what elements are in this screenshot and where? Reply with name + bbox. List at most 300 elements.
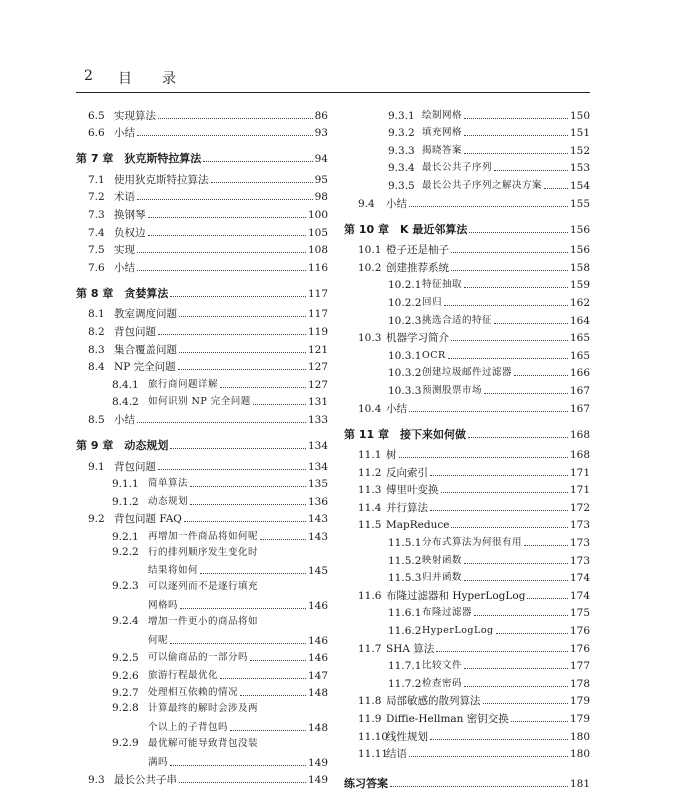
toc-entry-number: 10.2.2 [388,296,422,309]
dot-leader [514,375,568,376]
toc-entry-page: 175 [569,607,590,620]
toc-entry [344,479,590,497]
toc-entry-page: 164 [569,314,590,327]
toc-entry [344,725,590,743]
dot-leader [170,448,306,449]
toc-entry [76,122,328,140]
toc-entry [344,139,590,157]
header-title-char-2: 录 [162,71,176,87]
toc-chapter-title: 第 11 章 接下来如何做 [344,427,466,441]
toc-entry-number: 10.2.3 [388,314,422,327]
dot-leader [158,334,306,335]
dot-leader [451,252,568,253]
toc-entry-page: 165 [569,349,590,362]
toc-entry [76,769,328,787]
toc-entry-page: 95 [314,173,328,186]
dot-leader [483,703,568,704]
dot-leader [178,369,306,370]
toc-entry-title: 特征抽取 [422,279,463,291]
toc-entry [76,373,328,391]
toc-entry-number: 7.3 [88,208,105,221]
dot-leader [137,135,313,136]
toc-entry-page: 180 [569,748,590,761]
dot-leader [511,721,568,722]
dot-leader [170,296,306,297]
toc-entry-wrapped-last-line [76,629,328,647]
toc-entry-wrapped-last-line [76,560,328,578]
toc-entry-page: 108 [307,244,328,257]
toc-entry-title: 检查密码 [422,677,463,689]
toc-entry-title: 简单算法 [148,478,189,490]
toc-entry [76,168,328,186]
toc-entry-wrapped-first-line [76,701,328,716]
dot-leader [158,118,313,119]
toc-entry-number: 9.4 [358,197,375,210]
toc-entry-page: 146 [307,600,328,613]
toc-entry-title: 分布式算法为何很有用 [422,537,523,549]
toc-entry-title: 创建推荐系统 [386,261,449,274]
toc-entry-number: 11.6.1 [388,607,422,620]
toc-entry-number: 9.2.3 [112,580,139,593]
toc-entry-title: 实现算法 [114,109,156,122]
toc-entry-title: 增加一件更小的商品将如 [148,616,259,628]
dot-leader [190,486,306,487]
toc-entry [344,256,590,274]
toc-chapter-entry [76,430,328,452]
toc-entry-page: 150 [569,109,590,122]
toc-entry-title: OCR [422,349,446,361]
toc-entry-wrapped-first-line [76,579,328,594]
toc-entry-page: 176 [569,625,590,638]
toc-entry-page: 100 [307,208,328,221]
toc-entry-page: 168 [569,428,590,441]
toc-entry-number: 10.1 [358,244,382,257]
toc-entry-title-continuation: 结果将如何 [148,565,199,577]
toc-entry-page: 136 [307,495,328,508]
toc-entry-page: 179 [569,695,590,708]
toc-entry-title: SHA 算法 [386,642,435,655]
dot-leader [137,422,306,423]
toc-entry-page: 134 [307,460,328,473]
toc-entry-page: 171 [569,466,590,479]
toc-entry-page: 86 [314,109,328,122]
toc-entry-number: 11.11 [358,748,389,761]
dot-leader [180,608,306,609]
toc-entry-title: 处理相互依赖的情况 [148,687,239,699]
toc-entry-page: 174 [569,589,590,602]
dot-leader [444,305,568,306]
toc-entry-page: 162 [569,296,590,309]
toc-entry [76,408,328,426]
toc-entry-page: 176 [569,642,590,655]
toc-entry-wrapped-first-line [76,614,328,629]
toc-entry [344,637,590,655]
toc-entry-page: 127 [307,361,328,374]
toc-chapter-entry [344,419,590,441]
toc-entry-number: 7.6 [88,261,105,274]
toc-entry-page: 117 [307,308,328,321]
dot-leader [409,756,568,757]
toc-entry [344,514,590,532]
toc-entry-title: 小结 [114,413,135,426]
toc-entry-title: 绘制网格 [422,109,463,121]
toc-entry [76,104,328,122]
dot-leader [451,340,568,341]
toc-entry-title: 最长公共子序列之解决方案 [422,179,543,191]
toc-entry-number: 11.3 [358,484,382,497]
toc-entry-number: 9.1.1 [112,478,139,491]
toc-entry-page: 143 [307,513,328,526]
header-title-char-1: 目 [118,71,132,87]
toc-entry-title: 预测股票市场 [422,384,483,396]
toc-entry [344,327,590,345]
toc-entry [344,672,590,690]
toc-entry-title: 橙子还是柚子 [386,244,449,257]
toc-entry [76,391,328,409]
toc-entry-number: 9.2.7 [112,687,139,700]
toc-entry-title: 术语 [114,191,135,204]
toc-entry-title: 使用狄克斯特拉算法 [114,173,209,186]
toc-entry [344,496,590,514]
page-header [76,68,590,88]
toc-entry-page: 152 [569,144,590,157]
toc-chapter-title: 第 7 章 狄克斯特拉算法 [76,152,202,166]
toc-entry [344,690,590,708]
dot-leader [474,615,568,616]
dot-leader [464,153,568,154]
toc-entry-number: 7.1 [88,173,105,186]
toc-entry-page: 127 [307,378,328,391]
toc-entry-page: 93 [314,127,328,140]
toc-entry-title: 小结 [114,261,135,274]
toc-entry-title: 最长公共子串 [114,774,177,787]
toc-entry-number: 6.6 [88,127,105,140]
dot-leader [179,316,306,317]
dot-leader [524,545,568,546]
toc-entry-title: 挑选合适的特征 [422,314,493,326]
toc-entry-title: 可以逐列而不是逐行填充 [148,581,259,593]
toc-entry-title: 小结 [386,197,407,210]
header-rule [76,92,590,93]
toc-chapter-entry [76,278,328,300]
dot-leader [260,539,306,540]
toc-entry-number: 9.2.6 [112,669,139,682]
dot-leader [430,475,568,476]
toc-entry [344,549,590,567]
toc-entry-page: 156 [569,244,590,257]
dot-leader [430,739,568,740]
toc-entry [344,239,590,257]
toc-entry-page: 156 [569,223,590,236]
dot-leader [203,161,312,162]
toc-entry-title: 机器学习简介 [386,332,449,345]
dot-leader [399,457,568,458]
toc-entry-title: 局部敏感的散列算法 [386,695,481,708]
dot-leader [430,510,568,511]
dot-leader [137,199,313,200]
dot-leader [464,580,568,581]
toc-entry-title: 再增加一件商品将如何呢 [148,530,259,542]
toc-entry [344,444,590,462]
toc-entry-title: 可以偷商品的一部分吗 [148,652,249,664]
toc-entry-number: 9.3.4 [388,162,415,175]
dot-leader [464,287,568,288]
toc-entry [76,338,328,356]
toc-entry [344,157,590,175]
dot-leader [464,563,568,564]
toc-entry-title: 集合覆盖问题 [114,343,177,356]
toc-entry-page: 134 [307,439,328,452]
toc-entry-page: 168 [569,449,590,462]
toc-entry [76,186,328,204]
toc-entry-title: 映射函数 [422,554,463,566]
toc-entry-number: 11.7 [358,642,382,655]
toc-entry-number: 11.8 [358,695,382,708]
toc-entry-number: 9.3.3 [388,144,415,157]
toc-entry [344,743,590,761]
toc-entry-title: 傅里叶变换 [386,484,439,497]
toc-entry-number: 10.2.1 [388,279,422,292]
toc-entry-page: 167 [569,384,590,397]
toc-entry-title: 背包问题 [114,325,156,338]
toc-entry-number: 8.3 [88,343,105,356]
toc-entry-page: 172 [569,501,590,514]
toc-entry-page: 148 [307,687,328,700]
toc-entry-page: 171 [569,484,590,497]
toc-entry-page: 173 [569,537,590,550]
toc-entry-number: 11.1 [358,449,382,462]
toc-entry [76,203,328,221]
toc-entry [344,291,590,309]
toc-right-column [344,104,590,790]
dot-leader [469,232,568,233]
toc-entry-number: 10.3.3 [388,384,422,397]
toc-entry-number: 11.5.1 [388,537,422,550]
toc-entry-title: 练习答案 [344,777,388,791]
dot-leader [390,786,568,787]
toc-entry-title: 背包问题 [114,460,156,473]
toc-entry-page: 146 [307,652,328,665]
toc-entry-title: Diffie-Hellman 密钥交换 [386,713,509,725]
toc-entry-page: 174 [569,572,590,585]
toc-entry-title: NP 完全问题 [114,361,176,374]
toc-entry [76,455,328,473]
toc-entry-number: 10.2 [358,261,382,274]
toc-entry-number: 9.2.4 [112,615,139,628]
toc-entry [344,344,590,362]
toc-entry-title-continuation: 个以上的子背包吗 [148,722,229,734]
toc-entry-number: 9.2.8 [112,702,139,715]
dot-leader [200,573,306,574]
toc-answers-entry [344,768,590,790]
toc-entry-title: 并行算法 [386,501,428,514]
toc-entry-number: 11.10 [358,730,389,743]
toc-entry-page: 154 [569,179,590,192]
toc-entry-title: 负权边 [114,226,146,239]
dot-leader [250,660,306,661]
toc-entry-title: 线性规划 [386,730,428,743]
toc-entry-number: 8.2 [88,325,105,338]
dot-leader [484,393,568,394]
toc-entry [344,379,590,397]
toc-entry-number: 9.3.2 [388,127,415,140]
toc-entry-wrapped-first-line [76,736,328,751]
toc-entry-number: 8.4 [88,361,105,374]
toc-entry [76,303,328,321]
dot-leader [496,633,568,634]
toc-entry-number: 11.2 [358,466,382,479]
toc-entry [344,122,590,140]
toc-entry-number: 11.6.2 [388,625,422,638]
toc-entry-number: 9.3.5 [388,179,415,192]
toc-entry-number: 11.9 [358,713,382,725]
toc-entry-title: 归并函数 [422,572,463,584]
dot-leader [494,170,568,171]
toc-entry [76,256,328,274]
dot-leader [441,492,568,493]
toc-entry-number: 9.3 [88,774,105,787]
toc-entry [344,309,590,327]
toc-entry-page: 148 [307,722,328,735]
toc-entry-page: 178 [569,677,590,690]
toc-entry-number: 9.2.2 [112,545,139,558]
toc-entry-page: 117 [307,287,328,300]
toc-entry-page: 159 [569,279,590,292]
dot-leader [494,323,568,324]
toc-entry-title: 布隆过滤器和 HyperLogLog [386,589,526,602]
toc-entry-number: 8.4.1 [112,378,139,391]
toc-entry-number: 9.2.9 [112,737,139,750]
dot-leader [436,651,568,652]
toc-entry-number: 9.1 [88,460,105,473]
dot-leader [409,411,568,412]
toc-entry-number: 11.5 [358,519,382,532]
toc-entry [76,647,328,665]
toc-entry-wrapped-last-line [76,594,328,612]
toc-entry-title: 动态规划 [148,495,189,507]
toc-entry-page: 105 [307,226,328,239]
toc-entry-page: 181 [569,778,590,791]
toc-entry-page: 116 [307,261,328,274]
toc-entry-title: 教室调度问题 [114,308,177,321]
dot-leader [451,270,568,271]
dot-leader [464,668,568,669]
toc-entry-title: 最长公共子序列 [422,162,493,174]
dot-leader [468,437,568,438]
toc-entry-page: 143 [307,530,328,543]
toc-entry-title: 背包问题 FAQ [114,513,182,526]
dot-leader [148,235,306,236]
toc-entry-title-continuation: 满吗 [148,756,169,768]
toc-entry-number: 11.5.3 [388,572,422,585]
dot-leader [220,678,306,679]
toc-entry-number: 8.5 [88,413,105,426]
toc-entry-title: 比较文件 [422,660,463,672]
toc-entry [76,320,328,338]
toc-entry-page: 179 [569,713,590,725]
toc-entry [344,192,590,210]
dot-leader [409,206,568,207]
toc-entry-title: 实现 [114,244,135,257]
dot-leader [190,504,306,505]
toc-entry-page: 177 [569,660,590,673]
toc-entry-number: 9.2 [88,513,105,526]
toc-entry-page: 119 [307,325,328,338]
toc-entry-number: 7.2 [88,191,105,204]
toc-entry-title: 行的排列顺序发生变化时 [148,546,259,558]
toc-entry-title: 如何识别 NP 完全问题 [148,396,251,408]
dot-leader [137,270,306,271]
dot-leader [148,217,306,218]
toc-entry-page: 158 [569,261,590,274]
toc-entry [344,567,590,585]
toc-entry-title: 揭晓答案 [422,144,463,156]
dot-leader [544,188,568,189]
toc-entry-page: 131 [307,396,328,409]
toc-entry [76,682,328,700]
toc-entry-title: 旅行商问题详解 [148,378,219,390]
toc-entry-wrapped-last-line [76,716,328,734]
toc-entry-wrapped-first-line [76,545,328,560]
toc-entry-title: 小结 [114,127,135,140]
dot-leader [253,404,306,405]
toc-entry-page: 94 [314,153,328,166]
toc-entry-page: 166 [569,367,590,380]
toc-entry [344,707,590,725]
toc-entry-title: HyperLogLog [422,625,494,637]
toc-entry [76,239,328,257]
toc-entry-page: 153 [569,162,590,175]
toc-entry-title: 填充网格 [422,127,463,139]
toc-entry-number: 8.4.2 [112,396,139,409]
toc-chapter-title: 第 9 章 动态规划 [76,438,169,452]
toc-entry [344,104,590,122]
dot-leader [240,695,306,696]
toc-entry-page: 121 [307,343,328,356]
toc-entry-number: 11.7.2 [388,677,422,690]
toc-entry-title: 旅游行程最优化 [148,669,219,681]
toc-entry [344,655,590,673]
toc-entry [76,490,328,508]
toc-entry-page: 180 [569,730,590,743]
dot-leader [211,182,313,183]
toc-entry [344,584,590,602]
dot-leader [464,135,568,136]
toc-entry-title-continuation: 何呢 [148,634,169,646]
toc-entry [344,397,590,415]
toc-entry-number: 7.4 [88,226,105,239]
toc-entry-title: 创建垃圾邮件过滤器 [422,367,513,379]
toc-entry [76,508,328,526]
dot-leader [464,686,568,687]
toc-entry-title-continuation: 网格吗 [148,600,179,612]
toc-entry [344,274,590,292]
toc-entry-page: 151 [569,127,590,140]
toc-entry-number: 10.4 [358,402,382,415]
toc-entry-number: 11.7.1 [388,660,422,673]
toc-entry-title: 反向索引 [386,466,428,479]
toc-chapter-title: 第 10 章 K 最近邻算法 [344,222,468,236]
toc-entry-title: MapReduce [386,519,450,532]
toc-entry-page: 147 [307,669,328,682]
toc-entry-title: 计算最终的解时会涉及两 [148,703,259,715]
toc-entry-page: 173 [569,554,590,567]
dot-leader [220,387,306,388]
toc-entry [76,473,328,491]
toc-entry [76,525,328,543]
dot-leader [230,730,306,731]
toc-entry-page: 146 [307,634,328,647]
